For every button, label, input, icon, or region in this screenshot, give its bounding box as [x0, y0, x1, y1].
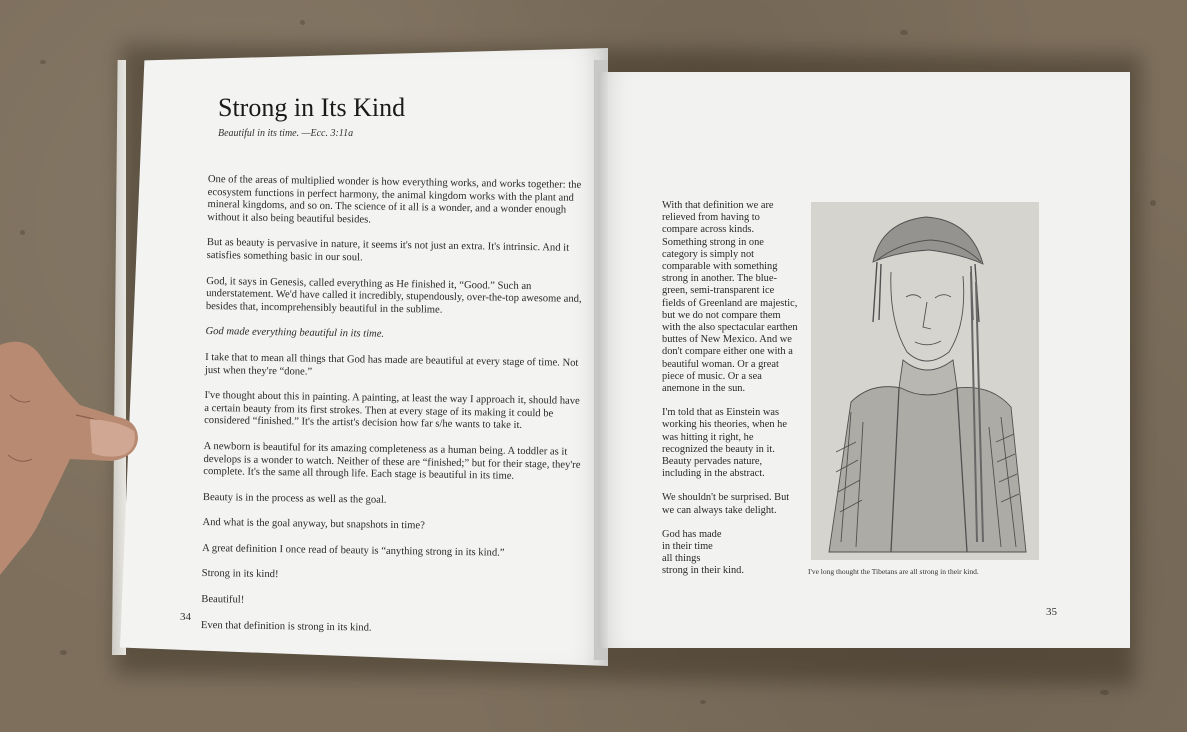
poem-line: all things [662, 553, 701, 565]
paragraph: Beautiful! [201, 594, 245, 606]
poem-line: in their time [662, 541, 713, 553]
poem-line: strong in their kind. [662, 565, 744, 577]
paragraph: I'm told that as Einstein was working his theories, when he was hitting it right, he recognized the beauty in it. Beauty pervades nature, including in the abstract. [662, 407, 787, 480]
poem-line: God has made [662, 528, 722, 540]
poem [662, 529, 798, 578]
portrait-sketch-drawing [811, 202, 1039, 560]
page-number-right: 35 [1046, 606, 1057, 618]
paragraph: I take that to mean all things that God has made are beautiful at every stage of time. Not just when they're “done.” [204, 351, 579, 378]
paragraph: And what is the goal anyway, but snapshots in time? [202, 517, 425, 532]
paragraph: But as beauty is pervasive in nature, it seems it's not just an extra. It's intrinsic. And it satisfies something basic in our soul. [206, 237, 570, 264]
hand-holding-book [0, 335, 140, 585]
chapter-title: Strong in Its Kind [218, 93, 406, 122]
paragraph: With that definition we are relieved from having to compare across kinds. Something strong in one category is simply not comparable with something strong in another. The blue-green, semi-transparent ice fields of Greenland are majestic, but we do not compare them with the also spectacular earthen buttes of New Mexico. And we don't compare either one with a beautiful woman. Or a great piece of music. Or a sea anemone in the sun. [662, 200, 798, 395]
paragraph: Even that definition is strong in its kind. [200, 619, 372, 634]
paragraph: I've thought about this in painting. A painting, at least the way I approach it, should have a certain beauty from its first strokes. Then at every stage of its making it could be considered “finished.” It's the artist's decision how far s/he wants to take it. [204, 390, 580, 432]
paragraph: One of the areas of multiplied wonder is how everything works, and works together: the ecosystem functions in perfect harmony, the animal kingdom works with the plant and mineral kingdoms, and so on. The science of it all is a wonder, and a wonder enough without it also being beautiful besides. [207, 174, 582, 226]
right-page-body [662, 200, 798, 578]
paragraph: We shouldn't be surprised. But we can always take delight. [662, 492, 790, 516]
paragraph: A great definition I once read of beauty is “anything strong in its kind.” [202, 542, 505, 559]
image-caption: I've long thought the Tibetans are all strong in their kind. [808, 567, 979, 576]
left-page-body [201, 174, 586, 651]
paragraph: Strong in its kind! [201, 568, 279, 581]
page-number-left: 34 [180, 611, 191, 623]
portrait-sketch-image [811, 202, 1039, 560]
chapter-epigraph: Beautiful in its time. —Ecc. 3:11a [218, 128, 354, 139]
book-gutter [594, 60, 608, 660]
paragraph: God, it says in Genesis, called everything as He finished it, “Good.” Such an understatement. We'd have called it incredibly, stupendously, over-the-top awesome and, besides that, incomprehensibly beautiful in the sublime. [205, 275, 582, 316]
paragraph-italic-quote: God made everything beautiful in its time. [205, 326, 385, 341]
paragraph: A newborn is beautiful for its amazing completeness as a human being. A toddler as it develops is a wonder to watch. Neither of these are “finished;” but for their stage, they're complete. It's the same all through life. Each stage is beautiful in its time. [203, 440, 581, 482]
paragraph: Beauty is in the process as well as the goal. [202, 491, 387, 506]
